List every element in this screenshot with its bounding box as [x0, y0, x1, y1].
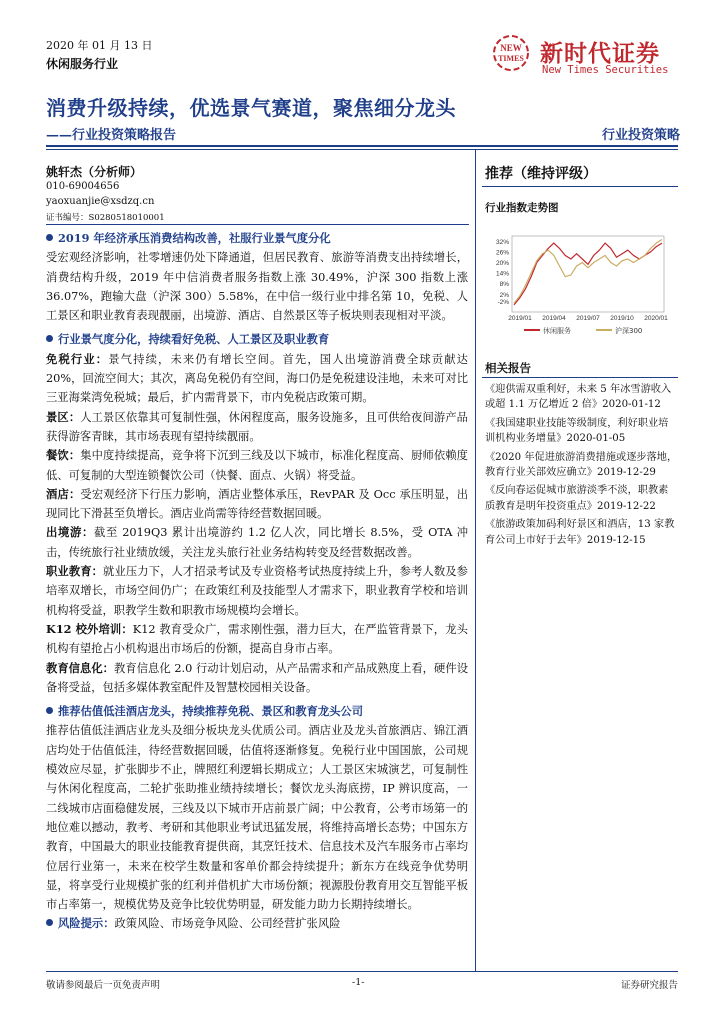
paragraph: [46, 523, 468, 562]
paragraph-text: 受宏观经济影响，社零增速仍处下降通道，但居民教育、旅游等消费支出持续增长，消费结构升级，2019 年中信消费者服务指数上涨 30.49%，沪深 300 指数上涨 36.07%，跑输大盘（沪深 300）5.58%，在中信一级行业中排名第 10，免税、人工景区和职业教育表现靓丽，出境游、酒店、自然景区等子板块则表现相对平淡。: [46, 251, 468, 323]
y-tick-label: 2%: [499, 291, 509, 299]
related-report-link[interactable]: 《反向春运促城市旅游淡季不淡，职教素质教育是明年投资重点》2019-12-22: [485, 485, 669, 512]
bullet-icon: [46, 234, 53, 241]
logo-mark-text-2: TIMES: [498, 54, 524, 63]
legend-label-0: 休闲服务: [543, 327, 571, 335]
paragraph-text: 景气持续，未来仍有增长空间。首先，国人出境游消费全球贡献达 20%，回流空间大；其次，离岛免税仍有空间，海口仍是免税建设洼地，未来可对比三亚海棠湾免税城；最后，扩内需背景下，市内免税店政策可期。: [46, 352, 468, 405]
related-report-link[interactable]: 《旅游政策加码利好景区和酒店，13 家教育公司上市好于去年》2019-12-15: [485, 519, 675, 546]
page-title: 消费升级持续，优选景气赛道，聚焦细分龙头: [46, 96, 456, 120]
analyst-cert: 证书编号：S0280518010001: [46, 213, 165, 223]
paragraph-label: 教育信息化：: [46, 660, 115, 675]
chart-title: 行业指数走势图: [485, 202, 559, 214]
analyst-email: yaoxuanjie@xsdzq.cn: [46, 196, 155, 207]
x-tick-label: 2019/07: [576, 315, 600, 322]
related-report-link[interactable]: 《迎供需双重利好，未来 5 年冰雪游收入或超 1.1 万亿增近 2 倍》2020-01-12: [485, 384, 672, 411]
risk-label: 风险提示：: [58, 916, 115, 931]
paragraph-label: 免税行业：: [46, 351, 109, 366]
related-reports-title: 相关报告: [485, 361, 531, 375]
related-report-link[interactable]: 《我国建职业技能等级制度，利好职业培训机构业务增量》2020-01-05: [485, 417, 669, 445]
bullet-icon: [46, 335, 53, 342]
paragraph-label: 出境游：: [46, 525, 94, 540]
legend-label-1: 沪深300: [615, 327, 643, 335]
section-heading: 行业景气度分化，持续看好免税、人工景区及职业教育: [46, 330, 468, 349]
paragraph: [46, 350, 468, 408]
bullet-icon: [46, 707, 53, 714]
rating: 推荐（维持评级）: [485, 166, 597, 182]
analyst-phone: 010-69004656: [46, 181, 120, 192]
plot-frame: [512, 236, 664, 312]
main-body: [46, 229, 468, 934]
related-report-link[interactable]: 《2020 年促进旅游消费措施或逐步落地，教育行业关部效应确立》2019-12-29: [485, 451, 678, 479]
y-tick-label: 26%: [495, 249, 509, 257]
logo-mark-text-1: NEW: [500, 43, 522, 53]
y-tick-label: 32%: [495, 238, 509, 246]
company-name-cn: 新时代证券: [540, 40, 660, 67]
series-line-0: [514, 243, 662, 305]
paragraph-text: 就业压力下，人才招录考试及专业资格考试热度持续上升，参考人数及参培率双增长，市场空间仍广；在政策红利及技能型人才需求下，职业教育学校和培训机构将受益，职教学生数和职教市场规模均会增长。: [46, 565, 468, 617]
y-tick-label: 20%: [495, 260, 509, 268]
paragraph: [46, 408, 468, 447]
paragraph-text: 人工景区依靠其可复制性强，休闲程度高，服务设施多，且可供给夜间游产品获得游客青睐，其市场表现有望持续靓丽。: [46, 410, 468, 443]
x-tick-label: 2020/01: [644, 315, 668, 322]
paragraph-text: 推荐估值低洼酒店业龙头及细分板块龙头优质公司。酒店业及龙头首旅酒店、锦江酒店均处于估值低洼，待经营数据回暖，估值将逐渐修复。免税行业中国国旅，公司规模效应尽显，扩张脚步不止，牌照红利逻辑长期成立；人工景区宋城演艺，可复制性与休闲化程度高，二轮扩张助推业绩持续增长；餐饮龙头海底捞，IP 辨识度高，一二线城市店面稳健发展，三线及以下城市开店前景广阔；中公教育，公考市场第一的地位难以撼动，教考、考研和其他职业考试迅猛发展，将维持高增长态势；中国东方教育，中国最大的职业技能教育提供商，其烹饪技术、信息技术及汽车服务市占率均位居行业第一，未来在校学生数量和客单价都会持续提升；新东方在线竞争优势明显，将享受行业规模扩张的红利并借机扩大市场份额；视源股份教育用交互智能平板市占率第一，规模优势及竞争比较优势明显，研发能力助力长期持续增长。: [46, 724, 468, 912]
report-date: 2020 年 01 月 13 日: [46, 39, 153, 52]
company-logo-mark: [489, 33, 533, 73]
y-tick-label: 8%: [499, 281, 509, 289]
section-heading: 推荐估值低洼酒店龙头，持续推荐免税、景区和教育龙头公司: [46, 702, 468, 721]
index-trend-chart: [482, 230, 672, 350]
paragraph-text: K12 教育受众广，需求刚性强，潜力巨大，在严监管背景下，龙头机构有望抢占小机构退出市场后的份额，提高自身市占率。: [46, 622, 468, 656]
y-tick-label: -2%: [497, 298, 509, 306]
y-tick-label: 14%: [495, 270, 509, 278]
paragraph-label: 景区：: [46, 409, 81, 424]
column-divider: [475, 150, 476, 972]
rating-rule: [482, 186, 678, 187]
paragraph-text: 集中度持续提高，竞争将下沉到三线及以下城市，标准化程度高、厨师依赖度低、可复制的大型连锁餐饮公司（快餐、面点、火锅）将受益。: [46, 449, 468, 482]
paragraph-label: 酒店：: [46, 486, 81, 501]
paragraph: [46, 721, 468, 914]
paragraph-label: 职业教育：: [46, 564, 104, 579]
header-rule-thin: [46, 149, 678, 150]
footer-disclaimer: 敬请参阅最后一页免责声明: [46, 980, 161, 991]
analyst-name: 姚轩杰（分析师）: [46, 165, 143, 179]
header-rule: [46, 145, 678, 147]
footer-label: 证券研究报告: [620, 980, 678, 991]
related-reports-list: [485, 376, 678, 551]
series-line-1: [514, 240, 662, 304]
paragraph: [46, 562, 468, 620]
x-tick-label: 2019/04: [542, 315, 566, 322]
paragraph-label: 餐饮：: [46, 448, 81, 463]
x-tick-label: 2019/10: [610, 315, 634, 322]
analyst-rule: [46, 224, 469, 225]
company-name-en: New Times Securities: [542, 64, 669, 76]
report-type-tag: 行业投资策略: [601, 128, 680, 143]
paragraph-text: 教育信息化 2.0 行动计划启动，从产品需求和产品成熟度上看，硬件设备将受益，包括多媒体教室配件及智慧校园相关设备。: [46, 661, 468, 694]
bullet-icon: [46, 919, 53, 926]
paragraph: [46, 485, 468, 524]
footer-rule: [46, 971, 678, 972]
paragraph: [46, 446, 468, 485]
industry-name: 休闲服务行业: [46, 57, 119, 71]
paragraph: [46, 248, 468, 325]
paragraph: [46, 620, 468, 659]
page-number: -1-: [352, 977, 365, 988]
paragraph-label: K12 校外培训：: [46, 621, 133, 636]
page-subtitle: ——行业投资策略报告: [46, 128, 177, 143]
paragraph-text: 截至 2019Q3 累计出境游约 1.2 亿人次，同比增长 8.5%，受 OTA 冲击，传统旅行社业绩放缓，关注龙头旅行社业务结构转变及经营数据改善。: [46, 526, 468, 559]
section-heading: 2019 年经济承压消费结构改善，社服行业景气度分化: [46, 229, 468, 248]
risk-text: 政策风险、市场竞争风险、公司经营扩张风险: [114, 917, 341, 931]
risk-note: [46, 914, 468, 933]
paragraph: [46, 659, 468, 698]
x-tick-label: 2019/01: [508, 315, 532, 322]
paragraph-text: 受宏观经济下行压力影响，酒店业整体承压，RevPAR 及 Occ 承压明显，出现同比下滑甚至负增长。酒店业尚需等待经营数据回暖。: [46, 487, 468, 521]
